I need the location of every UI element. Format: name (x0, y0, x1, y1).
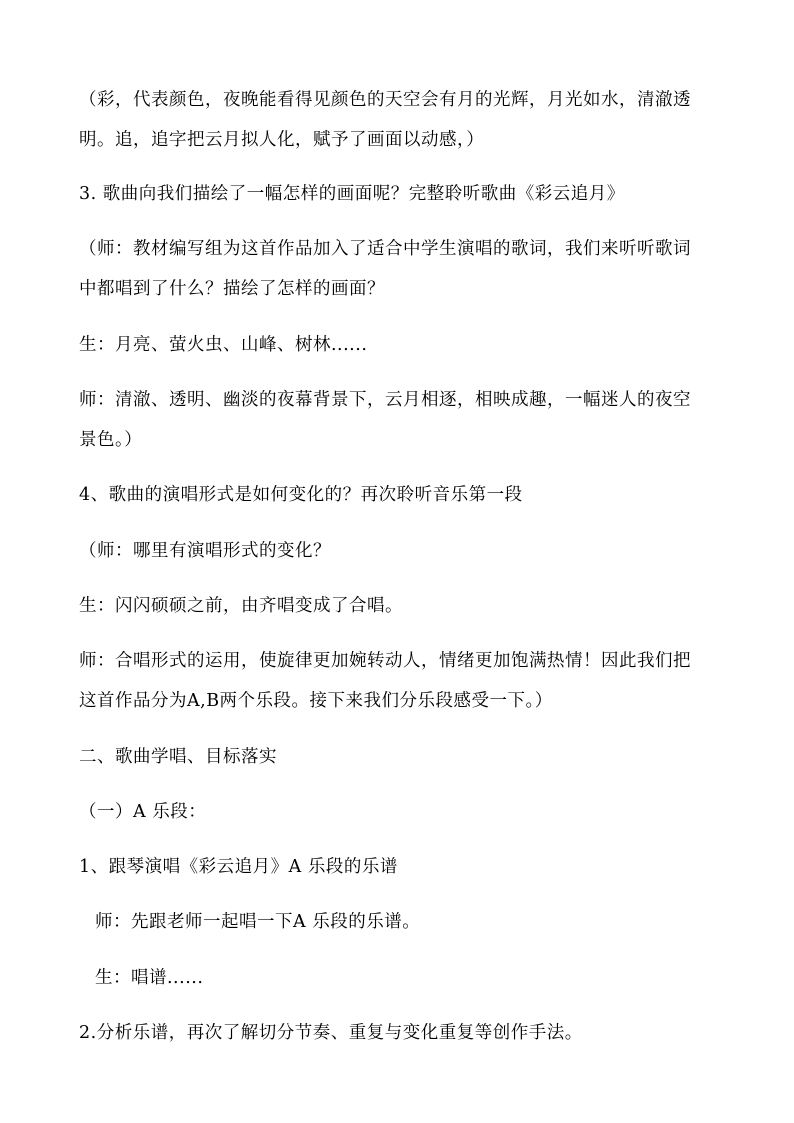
section-heading-2 (79, 737, 719, 777)
text-line: 生：闪闪硕硕之前，由齐唱变成了合唱。 (79, 596, 403, 616)
paragraph-teacher-summary-1 (79, 380, 719, 460)
paragraph-student-answer-1 (79, 325, 719, 365)
paragraph-question-3 (79, 174, 719, 214)
text-line: （师：哪里有演唱形式的变化？ (79, 541, 331, 561)
text-line: 师：清澈、透明、幽淡的夜幕背景下，云月相逐，相映成趣，一幅迷人的夜空 (79, 390, 691, 410)
student-singing-score (95, 958, 735, 998)
text-line: 2.分析乐谱，再次了解切分节奏、重复与变化重复等创作手法。 (79, 1023, 583, 1043)
teacher-instruction-score (95, 902, 735, 942)
paragraph-cai-explanation (79, 80, 719, 160)
paragraph-question-4 (79, 475, 719, 515)
text-line: 景色。） (79, 430, 143, 450)
text-line: 这首作品分为A,B两个乐段。接下来我们分乐段感受一下。） (79, 691, 553, 711)
paragraph-teacher-summary-2 (79, 641, 719, 721)
text-line: 生：月亮、萤火虫、山峰、树林...... (79, 335, 368, 355)
paragraph-teacher-question-2 (79, 531, 719, 571)
text-line: （师：教材编写组为这首作品加入了适合中学生演唱的歌词，我们来听听歌词 (79, 239, 691, 259)
text-line: 4、歌曲的演唱形式是如何变化的？再次聆听音乐第一段 (79, 485, 523, 505)
step-2 (79, 1013, 719, 1053)
subsection-heading-a (79, 792, 719, 832)
text-line: 1、跟琴演唱《彩云追月》A 乐段的乐谱 (79, 857, 398, 877)
text-line: （彩，代表颜色，夜晚能看得见颜色的天空会有月的光辉，月光如水，清澈透 (79, 90, 691, 110)
text-line: 二、歌曲学唱、目标落实 (79, 747, 277, 767)
step-1 (79, 847, 719, 887)
text-line: 生：唱谱...... (95, 968, 204, 988)
text-line: 3. 歌曲向我们描绘了一幅怎样的画面呢？完整聆听歌曲《彩云追月》 (79, 184, 625, 204)
paragraph-student-answer-2 (79, 586, 719, 626)
text-line: 明。追，追字把云月拟人化，赋予了画面以动感，） (79, 130, 485, 150)
text-line: 师：先跟老师一起唱一下A 乐段的乐谱。 (95, 912, 421, 932)
text-line: 中都唱到了什么？描绘了怎样的画面？ (79, 279, 385, 299)
text-line: （一）A 乐段： (79, 802, 207, 822)
paragraph-teacher-lyrics (79, 229, 719, 309)
text-line: 师：合唱形式的运用，使旋律更加婉转动人，情绪更加饱满热情！因此我们把 (79, 651, 691, 671)
